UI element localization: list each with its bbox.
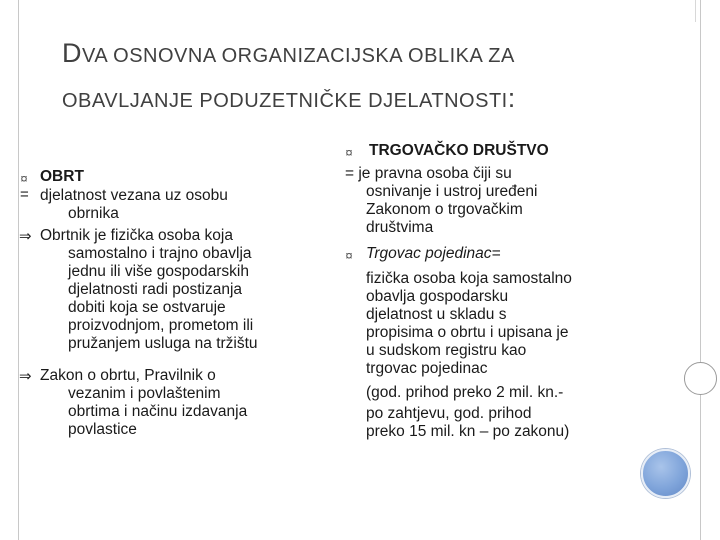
trgovac-pojedinac-line: trgovac pojedinac xyxy=(366,360,488,377)
obrt-point-1-line: djelatnosti radi postizanja xyxy=(68,281,243,298)
trgovac-pojedinac-line: preko 15 mil. kn – po zakonu) xyxy=(366,423,570,440)
bullet-icon: ¤ xyxy=(345,248,353,263)
trgovac-pojedinac-line: (god. prihod preko 2 mil. kn.- xyxy=(366,384,564,401)
implies-arrow-icon: ⇒ xyxy=(19,368,32,385)
drustvo-definition-line: = je pravna osoba čiji su xyxy=(345,165,512,182)
obrt-heading: OBRT xyxy=(40,168,84,185)
obrt-point-1-line: jednu ili više gospodarskih xyxy=(68,263,249,280)
obrt-point-1-line: samostalno i trajno obavlja xyxy=(68,245,252,262)
slide-title-line-2 xyxy=(62,83,516,114)
trgovac-pojedinac-line: fizička osoba koja samostalno xyxy=(366,270,572,287)
trgovac-pojedinac-line: po zahtjevu, god. prihod xyxy=(366,405,532,422)
obrt-point-2-line: Zakon o obrtu, Pravilnik o xyxy=(40,367,216,384)
obrt-point-1-line: pružanjem usluga na tržištu xyxy=(68,335,258,352)
trgovac-pojedinac-line: obavlja gospodarsku xyxy=(366,288,509,305)
obrt-point-1-line: proizvodnjom, prometom ili xyxy=(68,317,254,334)
decorative-circle-blue xyxy=(641,449,690,498)
trgovac-pojedinac-heading: Trgovac pojedinac= xyxy=(366,245,501,262)
slide-title-line-1 xyxy=(62,38,515,69)
obrt-point-2-line: vezanim i povlaštenim xyxy=(68,385,221,402)
title-line-2-text: OBAVLJANJE PODUZETNIČKE DJELATNOSTI xyxy=(62,90,508,112)
title-colon: : xyxy=(507,83,516,113)
bullet-icon: ¤ xyxy=(20,171,28,186)
drustvo-definition-line: osnivanje i ustroj uređeni xyxy=(366,183,538,200)
implies-arrow-icon: ⇒ xyxy=(19,228,32,245)
equals-marker: = xyxy=(20,186,29,203)
trgovacko-drustvo-heading: TRGOVAČKO DRUŠTVO xyxy=(369,142,549,159)
obrt-point-2-line: povlastice xyxy=(68,421,137,438)
title-line-1-text: VA OSNOVNA ORGANIZACIJSKA OBLIKA ZA xyxy=(82,45,515,67)
trgovac-pojedinac-line: propisima o obrtu i upisana je xyxy=(366,324,569,341)
obrt-definition-line: djelatnost vezana uz osobu xyxy=(40,187,228,204)
drustvo-definition-line: Zakonom o trgovačkim xyxy=(366,201,523,218)
obrt-point-2-line: obrtima i načinu izdavanja xyxy=(68,403,248,420)
decorative-circle-outline xyxy=(684,362,717,395)
frame-left-line xyxy=(18,0,19,540)
drustvo-definition-line: društvima xyxy=(366,219,434,236)
frame-top-right-line xyxy=(695,0,696,22)
trgovac-pojedinac-line: u sudskom registru kao xyxy=(366,342,527,359)
obrt-point-1-line: dobiti koja se ostvaruje xyxy=(68,299,226,316)
obrt-point-1-line: Obrtnik je fizička osoba koja xyxy=(40,227,233,244)
frame-right-line xyxy=(700,0,701,540)
title-initial: D xyxy=(62,38,82,68)
bullet-icon: ¤ xyxy=(345,145,353,160)
obrt-definition-line: obrnika xyxy=(68,205,119,222)
trgovac-pojedinac-line: djelatnost u skladu s xyxy=(366,306,507,323)
